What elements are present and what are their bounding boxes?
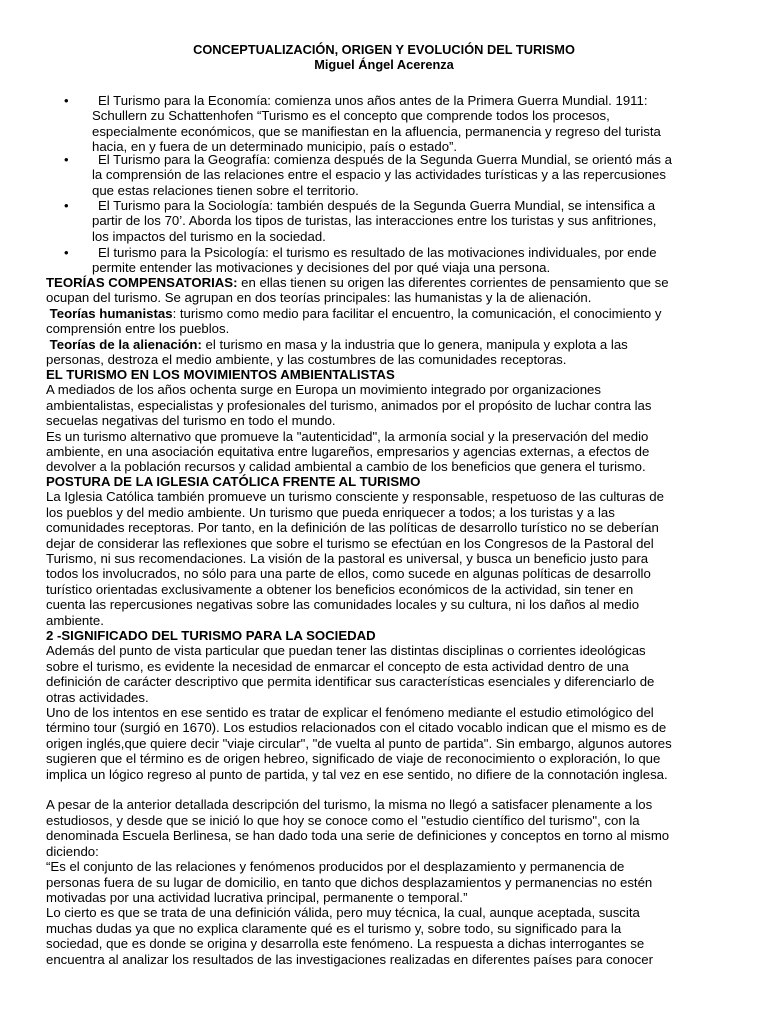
section-heading-teorias: TEORÍAS COMPENSATORIAS: [46,275,238,290]
paragraph-text: : turismo como medio para facilitar el encuentro, la comunicación, el conocimiento y [172,305,662,321]
bullet-line: permite entender las motivaciones y decisiones del por qué viaja una persona. [92,260,551,276]
paragraph-text: ocupan del turismo. Se agrupan en dos teorías principales: las humanistas y la de alienación. [46,290,592,306]
section-ambientalistas [46,367,722,475]
section-heading-iglesia: POSTURA DE LA IGLESIA CATÓLICA FRENTE AL TURISMO [46,474,421,489]
paragraph-text: personas, destroza el medio ambiente, y las costumbres de las comunidades receptoras. [46,352,567,368]
paragraph-line: comunidades receptoras. Por tanto, en la definición de las políticas de desarrollo turístico no se deberían [46,520,659,536]
paragraph-line: muchas dudas ya que no explica claramente qué es el turismo y, sobre todo, su significado para la [46,920,622,936]
paragraph-line: denominada Escuela Berlinesa, se han dado toda una serie de definiciones y conceptos en torno al mismo [46,828,670,844]
bullet-dot: • [64,93,69,108]
bullet-line: hacia, en y fuera de un determinado municipio, país o estado”. [92,139,458,155]
bullet-line: El Turismo para la Geografía: comienza después de la Segunda Guerra Mundial, se orientó más a [98,152,672,167]
bullet-dot: • [64,245,69,260]
paragraph-text: comprensión entre los pueblos. [46,321,230,337]
bullet-line: los impactos del turismo en la sociedad. [92,228,326,244]
bullet-line: El turismo para la Psicología: el turismo es resultado de las motivaciones individuales, por ende [98,245,657,260]
paragraph-line: término tour (surgió en 1670). Los estudios relacionados con el citado vocablo indican que el mismo es de [46,720,667,736]
paragraph-line: sociedad, que es donde se origina y desarrolla este fenómeno. La respuesta a dichas interrogantes se [46,936,645,952]
paragraph-line: ambiente, en una asociación equitativa entre lugareños, empresarios y agencias externas, a efectos de [46,444,650,460]
paragraph-line: cuenta las repercusiones negativas sobre las comunidades locales y su cultura, ni los daños al medio [46,597,640,613]
paragraph-line: secuelas negativas del turismo en todo el mundo. [46,413,336,429]
bullet-line: El Turismo para la Economía: comienza unos años antes de la Primera Guerra Mundial. 1911: [98,93,648,108]
paragraph-line: Uno de los intentos en ese sentido es tratar de explicar el fenómeno mediante el estudio etimológico del [46,705,654,721]
section-heading-ambientalistas: EL TURISMO EN LOS MOVIMIENTOS AMBIENTALISTAS [46,367,395,382]
section-iglesia [46,474,722,628]
paragraph-line: Es un turismo alternativo que promueve la "autenticidad", la armonía social y la preservación del medio [46,428,649,444]
paragraph-line: todos los involucrados, no sólo para una parte de ellos, como sucede en algunas políticas de desarrollo [46,566,651,582]
paragraph-line: A mediados de los años ochenta surge en Europa un movimiento integrado por organizaciones [46,382,601,398]
bullet-line: que estas relaciones tienen sobre el territorio. [92,182,359,198]
paragraph-line: dejar de considerar las reflexiones que sobre el turismo se efectúan en los Congresos de la Pastoral del [46,535,654,551]
paragraph-line: Lo cierto es que se trata de una definición válida, pero muy técnica, la cual, aunque aceptada, suscita [46,905,640,921]
section-teorias [46,275,722,367]
paragraph-line: estudiosos, y desde que se inició lo que hoy se conoce como el "estudio científico del turismo", con la [46,812,640,828]
quote-line: personas fuera de su lugar de domicilio, en tanto que dichos desplazamientos y permanencias no estén [46,874,653,890]
paragraph-line: ambientalistas, especialistas y profesionales del turismo, animados por el propósito de luchar contra las [46,397,652,413]
document-title: CONCEPTUALIZACIÓN, ORIGEN Y EVOLUCIÓN DEL TURISMO [193,42,575,57]
paragraph-line: sobre el turismo, es evidente la necesidad de enmarcar el concepto de esta actividad dentro de una [46,658,629,674]
label-humanistas: Teorías humanistas [49,305,173,321]
paragraph-text: el turismo en masa y la industria que lo genera, manipula y explota a las [201,336,628,352]
paragraph-line: Turismo, ni sus recomendaciones. La visión de la pastoral es universal, y busca un beneficio justo para [46,551,649,567]
bullet-line: especialmente económicos, que se manifiestan en la afluencia, permanencia y regreso del turista [92,123,661,139]
paragraph-line: devolver a la población recursos y calidad ambiental a cambio de los beneficios que genera el turismo. [46,459,646,475]
paragraph-line: origen inglés,que quiere decir "viaje circular", "de vuelta al punto de partida". Sin embargo, algunos autores [46,735,672,751]
document-author: Miguel Ángel Acerenza [314,57,454,72]
paragraph-line: diciendo: [46,843,99,859]
paragraph-line: sugieren que el término es de origen hebreo, significado de viaje de reconocimiento o exploración, lo que [46,751,661,767]
quote-line: motivadas por una actividad lucrativa principal, permanente o temporal.” [46,889,468,905]
paragraph-line: A pesar de la anterior detallada descripción del turismo, la misma no llegó a satisfacer plenamente a los [46,797,653,813]
paragraph-line: turístico orientadas exclusivamente a obtener los beneficios económicos de la actividad, sin tener en [46,581,634,597]
bullet-dot: • [64,198,69,213]
paragraph-line: definición de carácter descriptivo que permita identificar sus características esenciales y diferenciarlo de [46,674,655,690]
section-significado [46,628,722,967]
bullet-dot: • [64,152,69,167]
paragraph-line: implica un lógico regreso al punto de partida, y tal vez en ese sentido, no difiere de la connotación inglesa. [46,766,668,782]
bullet-line: El Turismo para la Sociología: también después de la Segunda Guerra Mundial, se intensifica a [98,198,656,213]
bullet-line: partir de los 70’. Aborda los tipos de turistas, las interacciones entre los turistas y sus anfitriones, [92,213,657,229]
quote-line: “Es el conjunto de las relaciones y fenómenos producidos por el desplazamiento y permanencia de [46,859,625,875]
paragraph-line: encuentra al analizar los resultados de las investigaciones realizadas en diferentes países para conocer [46,951,653,967]
bullet-line: la comprensión de las relaciones entre el espacio y las actividades turísticas y a las repercusiones [92,167,666,183]
section-heading-significado: 2 -SIGNIFICADO DEL TURISMO PARA LA SOCIEDAD [46,628,376,643]
paragraph-line: otras actividades. [46,689,149,705]
paragraph-line: La Iglesia Católica también promueve un turismo consciente y responsable, respetuoso de las culturas de [46,489,664,505]
label-alienacion: Teorías de la alienación: [49,336,202,352]
paragraph-text: en ellas tienen su origen las diferentes corrientes de pensamiento que se [237,275,669,290]
paragraph-line: Además del punto de vista particular que puedan tener las distintas disciplinas o corrientes ideológicas [46,643,646,659]
paragraph-line: ambiente. [46,612,104,628]
bullet-line: Schullern zu Schattenhofen “Turismo es el concepto que comprende todos los procesos, [92,108,610,124]
paragraph-line: los pueblos y del medio ambiente. Un turismo que pueda enriquecer a todos; a los turistas y a las [46,504,615,520]
